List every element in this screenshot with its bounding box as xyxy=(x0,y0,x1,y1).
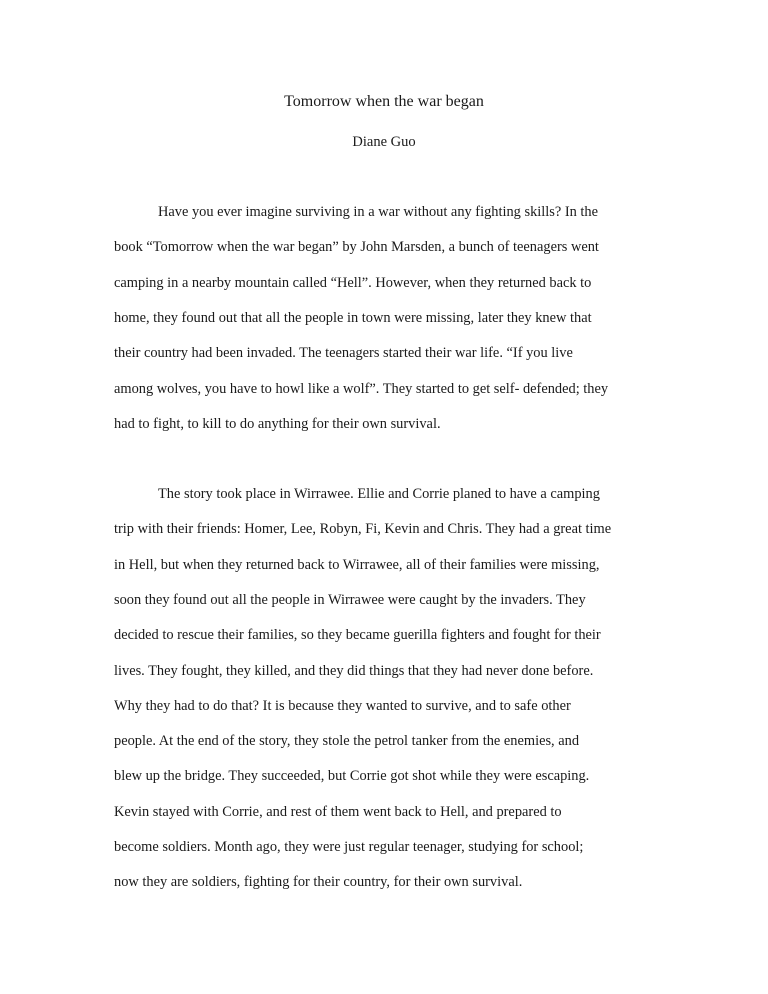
paragraph-line: lives. They fought, they killed, and they did things that they had never done before. xyxy=(114,662,594,679)
paragraph-line: The story took place in Wirrawee. Ellie and Corrie planed to have a camping xyxy=(158,486,600,502)
paragraph-line: camping in a nearby mountain called “Hell”. However, when they returned back to xyxy=(114,274,592,291)
paragraph-line: soon they found out all the people in Wirrawee were caught by the invaders. They xyxy=(114,591,586,608)
paragraph-line: Have you ever imagine surviving in a war without any fighting skills? In the xyxy=(158,204,599,220)
paragraph-line: decided to rescue their families, so they became guerilla fighters and fought for their xyxy=(114,627,601,644)
document-title: Tomorrow when the war began xyxy=(284,93,484,110)
paragraph-line: trip with their friends: Homer, Lee, Robyn, Fi, Kevin and Chris. They had a great time xyxy=(114,521,612,538)
paragraph-line: their country had been invaded. The teenagers started their war life. “If you live xyxy=(114,345,573,362)
document-author: Diane Guo xyxy=(352,134,416,150)
paragraph-line: blew up the bridge. They succeeded, but Corrie got shot while they were escaping. xyxy=(114,768,590,785)
paragraph-line: Why they had to do that? It is because they wanted to survive, and to safe other xyxy=(114,697,571,714)
paragraph-line: among wolves, you have to howl like a wolf”. They started to get self- defended; they xyxy=(114,380,609,397)
paragraph-line: book “Tomorrow when the war began” by John Marsden, a bunch of teenagers went xyxy=(114,239,599,256)
paragraph-line: home, they found out that all the people in town were missing, later they knew that xyxy=(114,309,592,326)
paragraph-line: Kevin stayed with Corrie, and rest of them went back to Hell, and prepared to xyxy=(114,803,562,820)
paragraph-line: had to fight, to kill to do anything for their own survival. xyxy=(114,415,441,432)
paragraph-line: people. At the end of the story, they stole the petrol tanker from the enemies, and xyxy=(114,733,580,750)
paragraph-line: now they are soldiers, fighting for their country, for their own survival. xyxy=(114,874,523,891)
paragraph-line: in Hell, but when they returned back to Wirrawee, all of their families were missing, xyxy=(114,556,600,573)
paragraph-line: become soldiers. Month ago, they were just regular teenager, studying for school; xyxy=(114,839,584,855)
